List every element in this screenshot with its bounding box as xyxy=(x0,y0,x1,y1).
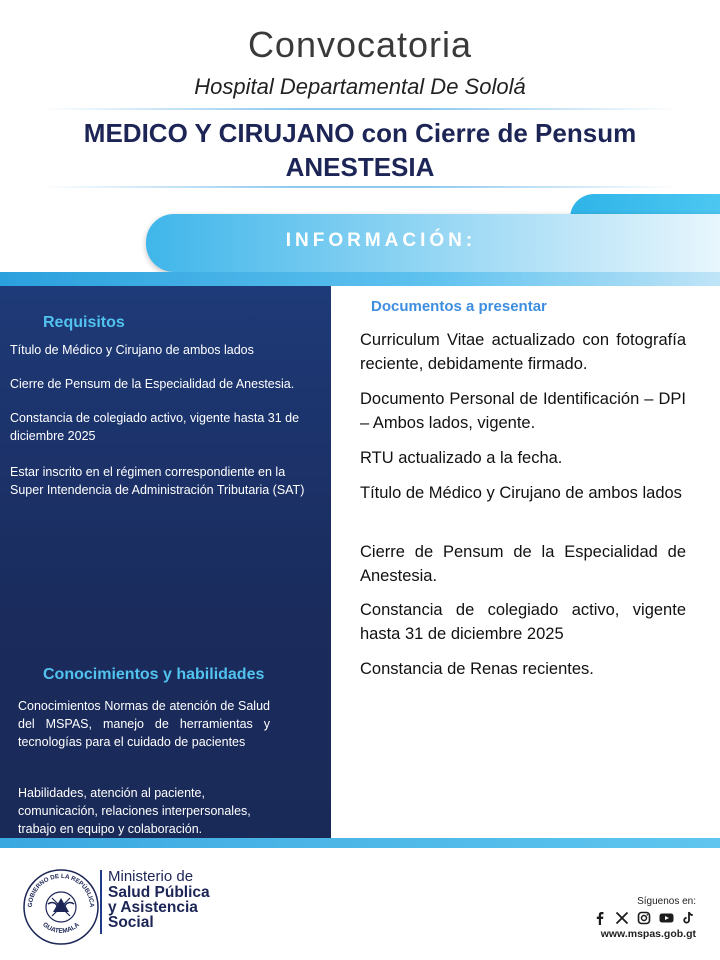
ministry-line-4: Social xyxy=(108,914,154,931)
footer-divider xyxy=(100,870,102,934)
requisito-item: Constancia de colegiado activo, vigente hasta 31 de diciembre 2025 xyxy=(10,411,300,443)
documento-item: Documento Personal de Identificación – DPI – Ambos lados, vigente. xyxy=(360,390,686,432)
documento-item: RTU actualizado a la fecha. xyxy=(360,449,563,467)
youtube-icon[interactable] xyxy=(658,910,674,926)
hospital-name: Hospital Departamental De Sololá xyxy=(194,74,526,99)
seal-top-text: GOBIERNO DE LA REPÚBLICA xyxy=(26,872,96,908)
position-title xyxy=(0,116,720,184)
requisito-item: Estar inscrito en el régimen correspondiente en la Super Intendencia de Administración Tributaria (SAT) xyxy=(10,465,305,497)
social-links xyxy=(590,910,696,928)
divider-top xyxy=(40,108,680,110)
seal-bottom-text: GUATEMALA xyxy=(41,921,81,935)
divider-bottom xyxy=(40,186,680,188)
documento-item: Título de Médico y Cirujano de ambos lados xyxy=(360,484,682,502)
documento-item: Cierre de Pensum de la Especialidad de Anestesia. xyxy=(360,543,686,585)
requisito-item: Cierre de Pensum de la Especialidad de Anestesia. xyxy=(10,377,295,391)
documento-item: Curriculum Vitae actualizado con fotografía reciente, debidamente firmado. xyxy=(360,331,686,373)
tiktok-icon[interactable] xyxy=(680,910,696,926)
conocimientos-heading: Conocimientos y habilidades xyxy=(43,666,265,683)
requisitos-heading: Requisitos xyxy=(43,314,125,331)
conocimiento-item: Conocimientos Normas de atención de Salud del MSPAS, manejo de herramientas y tecnologías para el cuidado de pacientes xyxy=(18,699,270,749)
documentos-heading: Documentos a presentar xyxy=(371,298,547,315)
bottom-stripe xyxy=(0,838,720,848)
info-banner xyxy=(146,214,720,272)
blue-stripe xyxy=(0,272,720,286)
ministry-line-2: Salud Pública xyxy=(108,884,210,901)
website-link[interactable]: www.mspas.gob.gt xyxy=(600,928,696,940)
ministry-name xyxy=(108,885,210,930)
left-panel xyxy=(0,286,331,838)
info-banner-label: INFORMACIÓN: xyxy=(285,230,477,251)
requisito-item: Título de Médico y Cirujano de ambos lados xyxy=(10,343,254,357)
facebook-icon[interactable] xyxy=(592,910,608,926)
x-icon[interactable] xyxy=(614,910,630,926)
footer xyxy=(0,848,720,960)
documento-item: Constancia de colegiado activo, vigente hasta 31 de diciembre 2025 xyxy=(360,601,686,643)
conocimiento-item: Habilidades, atención al paciente, comunicación, relaciones interpersonales, trabajo en equipo y colaboración. xyxy=(18,786,251,836)
position-line-1: MEDICO Y CIRUJANO con Cierre de Pensum xyxy=(83,118,637,148)
ministry-line-1: Ministerio de xyxy=(108,868,194,885)
ministry-line-3: y Asistencia xyxy=(108,899,198,916)
follow-label: Síguenos en: xyxy=(637,896,696,907)
instagram-icon[interactable] xyxy=(636,910,652,926)
right-panel xyxy=(331,286,720,838)
documento-item: Constancia de Renas recientes. xyxy=(360,660,594,678)
position-line-2: ANESTESIA xyxy=(285,152,435,182)
page-title: Convocatoria xyxy=(247,24,473,65)
guatemala-seal-icon xyxy=(22,868,100,946)
svg-text:GUATEMALA xyxy=(41,921,81,935)
